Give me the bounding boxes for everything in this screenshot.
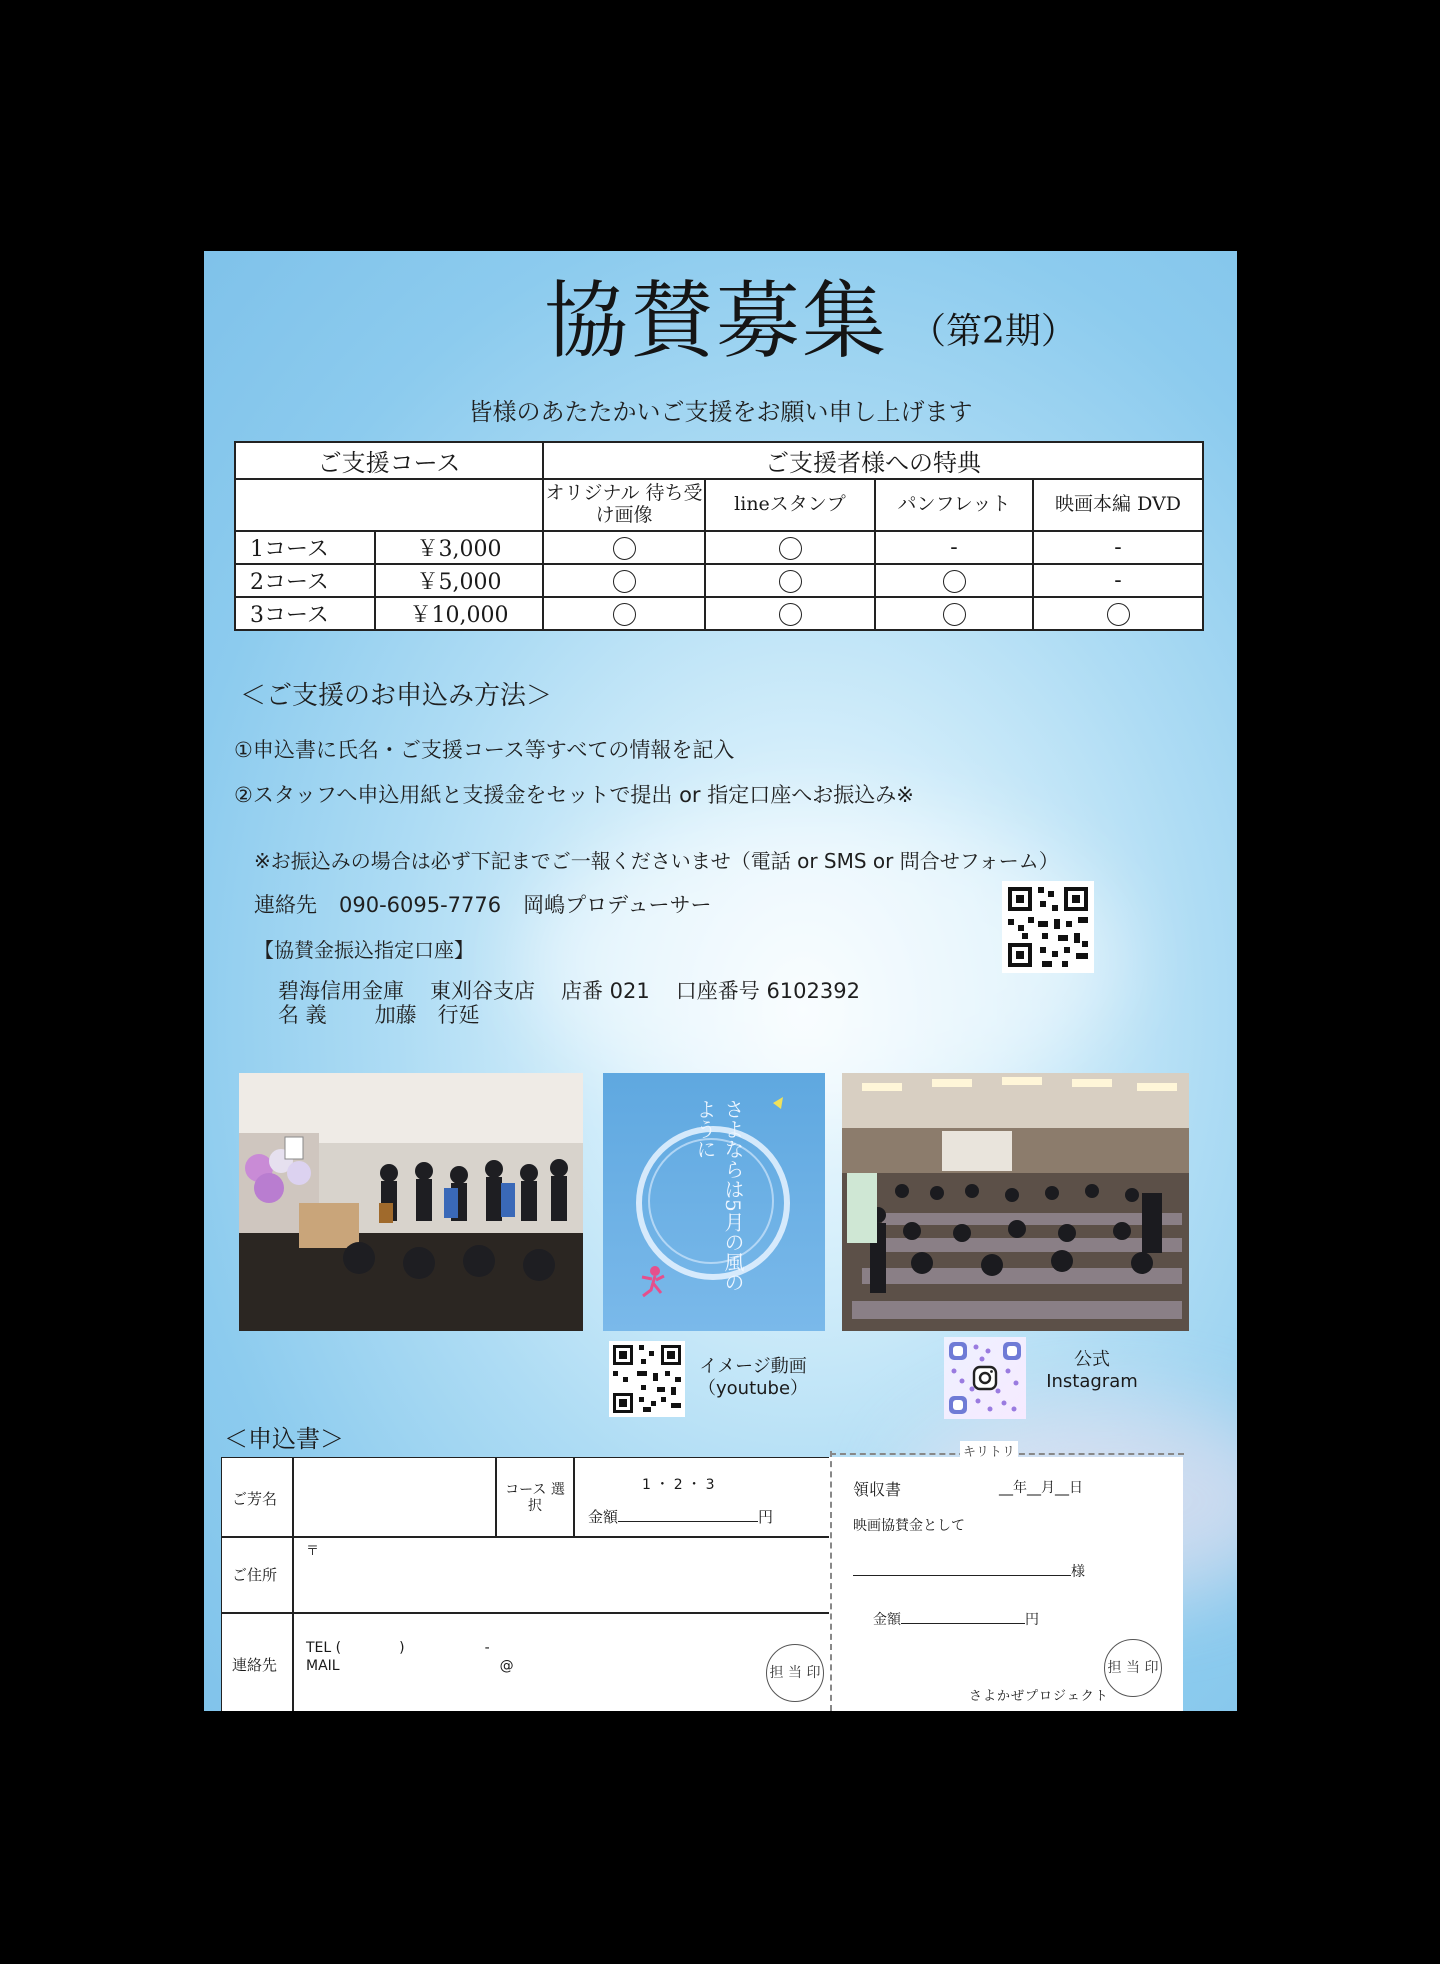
bank-details <box>278 979 886 1027</box>
circle-mark <box>1107 603 1130 626</box>
video-qr-label: イメージ動画 （youtube） <box>698 1356 809 1399</box>
course-price: ￥10,000 <box>375 597 543 630</box>
form-heading: ＜申込書＞ <box>224 1425 344 1453</box>
column-header-benefits: ご支援者様への特典 <box>543 442 1203 479</box>
staff-seal-stamp: 担 当 印 <box>766 1644 824 1702</box>
contact-person: 岡嶋プロデューサー <box>523 893 712 917</box>
instagram-qr-label: 公式 Instagram <box>1046 1349 1138 1392</box>
qr-code-icon <box>609 1341 685 1417</box>
instagram-qr-icon <box>944 1337 1026 1419</box>
dash-mark: - <box>1114 568 1122 593</box>
circle-mark <box>943 570 966 593</box>
benefit-header: オリジナル 待ち受け画像 <box>543 479 705 531</box>
event-photo-image <box>842 1073 1189 1331</box>
receipt-amount-row[interactable] <box>873 1609 1039 1629</box>
course-name: 1コース <box>235 531 375 564</box>
circle-mark <box>613 603 636 626</box>
bank-branch: 東刈谷支店 <box>430 979 535 1003</box>
holder-label: 名 義 <box>278 1003 327 1027</box>
event-photo-right <box>842 1073 1189 1331</box>
account-number: 口座番号 6102392 <box>675 979 860 1003</box>
bank-name: 碧海信用金庫 <box>278 979 404 1003</box>
account-heading: 【協賛金振込指定口座】 <box>254 938 474 962</box>
flyer <box>204 251 1237 1711</box>
instagram-qr-code[interactable] <box>944 1337 1026 1419</box>
howto-step-2: ②スタッフへ申込用紙と支援金をセットで提出 or 指定口座へお振込み※ <box>234 783 914 807</box>
poster-title-text: さよならは5月の風のように <box>693 1099 745 1292</box>
receipt-amount-label: 金額 <box>873 1612 901 1628</box>
holder-name: 加藤 行延 <box>374 1003 480 1027</box>
table-header-row <box>235 442 1203 479</box>
page-title: 協賛募集 <box>544 272 889 370</box>
benefit-header: パンフレット <box>875 479 1033 531</box>
contact-line <box>254 889 712 919</box>
course-price: ￥5,000 <box>375 564 543 597</box>
table-subheader-row <box>235 479 1203 531</box>
table-row <box>235 564 1203 597</box>
sama-label: 様 <box>1071 1564 1085 1580</box>
cut-line-vertical <box>830 1451 833 1711</box>
tagline: 皆様のあたたかいご支援をお願い申し上げます <box>468 398 973 426</box>
course-options[interactable]: 1 ・ 2 ・ 3 <box>642 1477 715 1493</box>
receipt-amount-field <box>901 1623 1025 1624</box>
contact-qr-code[interactable] <box>1002 881 1094 973</box>
howto-heading: ＜ご支援のお申込み方法＞ <box>240 681 553 711</box>
form-divider <box>222 1612 830 1614</box>
benefit-mark <box>543 564 705 597</box>
mail-label: MAIL <box>306 1658 340 1674</box>
amount-row[interactable] <box>588 1506 773 1527</box>
receipt-issuer: さよかぜプロジェクト <box>969 1689 1109 1704</box>
event-photo-left <box>239 1073 583 1331</box>
column-header-course: ご支援コース <box>235 442 543 479</box>
branch-number: 店番 021 <box>561 979 650 1003</box>
contact-label: 連絡先 <box>254 893 317 917</box>
benefit-mark <box>1033 597 1203 630</box>
course-name: 3コース <box>235 597 375 630</box>
course-name: 2コース <box>235 564 375 597</box>
form-divider <box>573 1458 575 1536</box>
receipt-recipient-row[interactable] <box>853 1561 1085 1581</box>
page-title-period: （第2期） <box>910 311 1077 352</box>
name-label: ご芳名 <box>232 1490 278 1508</box>
mail-field[interactable] <box>306 1658 514 1674</box>
video-qr-code[interactable] <box>609 1341 685 1417</box>
benefit-mark <box>705 564 875 597</box>
benefit-mark <box>705 531 875 564</box>
benefit-header: 映画本編 DVD <box>1033 479 1203 531</box>
application-form <box>221 1457 831 1711</box>
amount-label: 金額 <box>588 1508 619 1526</box>
recipient-field <box>853 1575 1071 1576</box>
tel-field[interactable] <box>306 1640 490 1656</box>
course-price: ￥3,000 <box>375 531 543 564</box>
benefit-mark <box>543 531 705 564</box>
event-photo-image <box>239 1073 583 1331</box>
table-row <box>235 597 1203 630</box>
receipt-date: __年__月__日 <box>999 1480 1083 1496</box>
tel-label: TEL ( <box>306 1640 342 1656</box>
receipt-yen: 円 <box>1025 1612 1039 1628</box>
dash-mark: - <box>1114 535 1122 560</box>
form-divider <box>222 1536 830 1538</box>
circle-mark <box>779 537 802 560</box>
movie-poster <box>603 1073 825 1331</box>
mail-at: @ <box>499 1658 514 1674</box>
tel-dash: - <box>484 1640 490 1656</box>
contact-label: 連絡先 <box>232 1656 278 1674</box>
address-label: ご住所 <box>232 1566 278 1584</box>
benefit-mark <box>875 564 1033 597</box>
benefit-mark <box>543 597 705 630</box>
circle-mark <box>613 570 636 593</box>
qr-code-icon <box>1002 881 1094 973</box>
benefit-mark <box>875 597 1033 630</box>
circle-mark <box>613 537 636 560</box>
benefit-mark <box>875 531 1033 564</box>
amount-field <box>618 1521 758 1522</box>
form-divider <box>495 1458 497 1536</box>
circle-mark <box>779 603 802 626</box>
form-divider <box>292 1458 294 1711</box>
circle-mark <box>779 570 802 593</box>
cut-label: キリトリ <box>960 1441 1018 1460</box>
receipt-title: 領収書 <box>853 1480 902 1499</box>
contact-phone: 090-6095-7776 <box>339 893 502 917</box>
address-field[interactable] <box>296 1540 826 1610</box>
course-select-label: コース 選択 <box>505 1482 565 1514</box>
tel-close: ) <box>399 1640 405 1656</box>
name-field[interactable] <box>296 1462 492 1532</box>
transfer-note: ※お振込みの場合は必ず下記までご一報くださいませ（電話 or SMS or 問合せフォーム） <box>254 849 1059 873</box>
course-table <box>234 441 1204 631</box>
blank-cell <box>235 479 543 531</box>
benefit-mark <box>705 597 875 630</box>
poster-title <box>603 1073 825 1331</box>
receipt-seal-stamp: 担 当 印 <box>1104 1639 1162 1697</box>
yen-label: 円 <box>758 1508 774 1526</box>
postal-mark: 〒 <box>306 1544 320 1559</box>
receipt <box>829 1457 1183 1711</box>
benefit-mark <box>1033 564 1203 597</box>
benefit-header: lineスタンプ <box>705 479 875 531</box>
receipt-purpose: 映画協賛金として <box>853 1518 965 1534</box>
circle-mark <box>943 603 966 626</box>
table-row <box>235 531 1203 564</box>
benefit-mark <box>1033 531 1203 564</box>
dash-mark: - <box>950 535 958 560</box>
howto-step-1: ①申込書に氏名・ご支援コース等すべての情報を記入 <box>234 738 735 762</box>
